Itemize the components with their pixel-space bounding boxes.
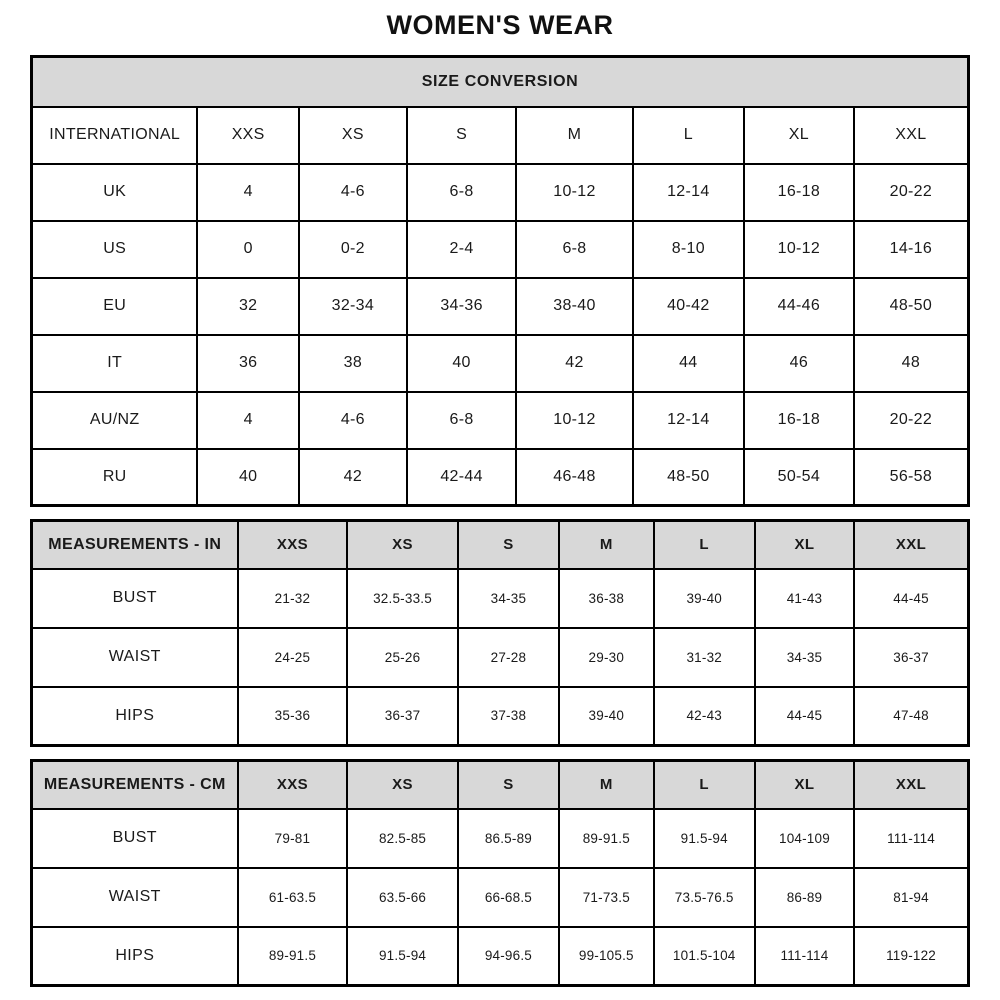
column-header-xs: XS [299,107,407,164]
value-cell: 41-43 [755,569,854,628]
value-cell: 16-18 [744,392,854,449]
value-cell: 36-38 [559,569,654,628]
size-header-xs: XS [347,521,458,569]
value-cell: 99-105.5 [559,927,654,986]
row-label: RU [32,449,198,506]
value-cell: 4 [197,392,299,449]
value-cell: 10-12 [744,221,854,278]
table-row [32,392,969,449]
value-cell: 37-38 [458,687,559,746]
size-header-xxl: XXL [854,521,968,569]
value-cell: 21-32 [238,569,348,628]
page-title: WOMEN'S WEAR [386,10,614,40]
size-header-m: M [559,521,654,569]
size-header-xxs: XXS [238,761,348,809]
value-cell: 40 [407,335,517,392]
row-label: AU/NZ [32,392,198,449]
table-row [32,809,969,868]
size-conversion-table [30,55,970,507]
value-cell: 89-91.5 [559,809,654,868]
table-row [32,164,969,221]
value-cell: 14-16 [854,221,969,278]
row-label: BUST [32,809,238,868]
value-cell: 0 [197,221,299,278]
section-header-row [32,57,969,107]
value-cell: 10-12 [516,164,632,221]
value-cell: 104-109 [755,809,854,868]
value-cell: 73.5-76.5 [654,868,755,927]
value-cell: 36-37 [854,628,968,687]
value-cell: 38 [299,335,407,392]
value-cell: 91.5-94 [654,809,755,868]
value-cell: 48 [854,335,969,392]
value-cell: 46 [744,335,854,392]
value-cell: 4 [197,164,299,221]
table-row [32,278,969,335]
column-header-s: S [407,107,517,164]
measurements-in-header: MEASUREMENTS - IN [32,521,238,569]
table-row [32,449,969,506]
value-cell: 20-22 [854,392,969,449]
size-header-xs: XS [347,761,458,809]
value-cell: 36 [197,335,299,392]
value-cell: 39-40 [654,569,755,628]
column-header-m: M [516,107,632,164]
value-cell: 44 [633,335,745,392]
value-cell: 10-12 [516,392,632,449]
value-cell: 44-46 [744,278,854,335]
value-cell: 42-43 [654,687,755,746]
value-cell: 36-37 [347,687,458,746]
size-header-xxs: XXS [238,521,348,569]
value-cell: 39-40 [559,687,654,746]
size-header-xl: XL [755,761,854,809]
value-cell: 101.5-104 [654,927,755,986]
value-cell: 6-8 [407,164,517,221]
measurements-in-table [30,519,970,747]
table-row [32,569,969,628]
value-cell: 34-36 [407,278,517,335]
value-cell: 34-35 [755,628,854,687]
value-cell: 82.5-85 [347,809,458,868]
value-cell: 42 [299,449,407,506]
size-header-l: L [654,521,755,569]
row-label: US [32,221,198,278]
value-cell: 6-8 [516,221,632,278]
table-row [32,335,969,392]
value-cell: 56-58 [854,449,969,506]
value-cell: 32 [197,278,299,335]
value-cell: 119-122 [854,927,968,986]
table-row [32,927,969,986]
value-cell: 86-89 [755,868,854,927]
row-label: IT [32,335,198,392]
size-header-l: L [654,761,755,809]
value-cell: 44-45 [854,569,968,628]
size-header-m: M [559,761,654,809]
value-cell: 61-63.5 [238,868,348,927]
value-cell: 40 [197,449,299,506]
value-cell: 111-114 [755,927,854,986]
value-cell: 89-91.5 [238,927,348,986]
column-header-xl: XL [744,107,854,164]
value-cell: 48-50 [633,449,745,506]
value-cell: 42 [516,335,632,392]
value-cell: 79-81 [238,809,348,868]
value-cell: 31-32 [654,628,755,687]
value-cell: 32-34 [299,278,407,335]
row-label: HIPS [32,687,238,746]
value-cell: 27-28 [458,628,559,687]
value-cell: 24-25 [238,628,348,687]
row-label: BUST [32,569,238,628]
value-cell: 4-6 [299,164,407,221]
value-cell: 44-45 [755,687,854,746]
row-label: WAIST [32,868,238,927]
value-cell: 91.5-94 [347,927,458,986]
measurements-cm-table [30,759,970,987]
value-cell: 2-4 [407,221,517,278]
measurements-cm-header: MEASUREMENTS - CM [32,761,238,809]
table-row [32,687,969,746]
column-header-row [32,107,969,164]
column-header-international: INTERNATIONAL [32,107,198,164]
value-cell: 86.5-89 [458,809,559,868]
value-cell: 42-44 [407,449,517,506]
column-header-l: L [633,107,745,164]
value-cell: 6-8 [407,392,517,449]
value-cell: 40-42 [633,278,745,335]
value-cell: 81-94 [854,868,968,927]
table-row [32,868,969,927]
value-cell: 35-36 [238,687,348,746]
value-cell: 12-14 [633,164,745,221]
value-cell: 94-96.5 [458,927,559,986]
row-label: UK [32,164,198,221]
table-row [32,628,969,687]
value-cell: 71-73.5 [559,868,654,927]
size-header-xl: XL [755,521,854,569]
value-cell: 32.5-33.5 [347,569,458,628]
row-label: HIPS [32,927,238,986]
value-cell: 38-40 [516,278,632,335]
value-cell: 16-18 [744,164,854,221]
value-cell: 29-30 [559,628,654,687]
value-cell: 0-2 [299,221,407,278]
column-header-xxs: XXS [197,107,299,164]
table-row [32,221,969,278]
measurements-in-header-row [32,521,969,569]
measurements-cm-header-row [32,761,969,809]
size-conversion-header: SIZE CONVERSION [32,57,969,107]
value-cell: 20-22 [854,164,969,221]
value-cell: 25-26 [347,628,458,687]
size-header-s: S [458,521,559,569]
value-cell: 4-6 [299,392,407,449]
column-header-xxl: XXL [854,107,969,164]
value-cell: 63.5-66 [347,868,458,927]
row-label: WAIST [32,628,238,687]
value-cell: 50-54 [744,449,854,506]
value-cell: 48-50 [854,278,969,335]
size-header-xxl: XXL [854,761,968,809]
value-cell: 47-48 [854,687,968,746]
value-cell: 111-114 [854,809,968,868]
row-label: EU [32,278,198,335]
value-cell: 8-10 [633,221,745,278]
value-cell: 34-35 [458,569,559,628]
size-header-s: S [458,761,559,809]
value-cell: 12-14 [633,392,745,449]
value-cell: 46-48 [516,449,632,506]
value-cell: 66-68.5 [458,868,559,927]
